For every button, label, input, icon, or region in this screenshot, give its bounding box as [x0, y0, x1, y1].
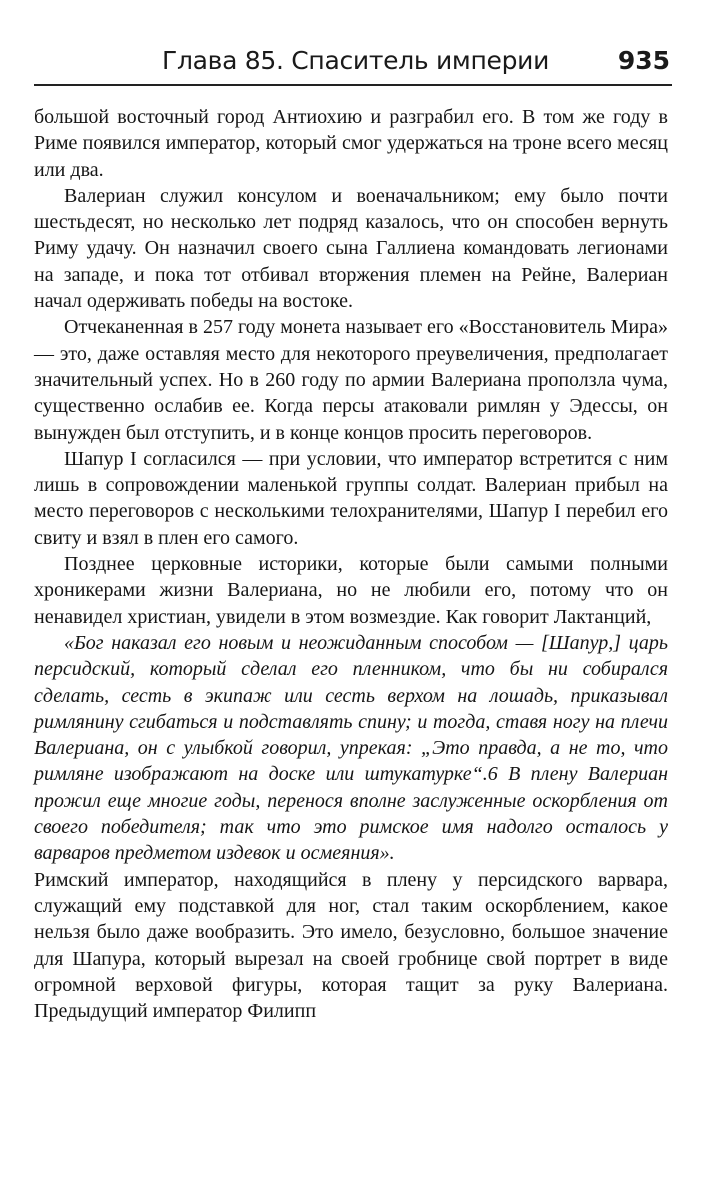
paragraph: Валериан служил консулом и военачальником; ему было почти шестьдесят, но несколько лет подряд казалось, что он способен вернуть Риму удачу. Он назначил своего сына Галлиена командовать легионами на западе, и пока тот отбивал вторжения племен на Рейне, Валериан начал одерживать победы на востоке. [34, 184, 668, 313]
page-number: 935 [617, 46, 670, 75]
page-body [34, 104, 668, 1024]
paragraph: большой восточный город Антиохию и разграбил его. В том же году в Риме появился император, который смог удержаться на троне всего месяц или два. [34, 106, 668, 181]
running-header [34, 44, 672, 86]
paragraph: Позднее церковные историки, которые были самыми полными хроникерами жизни Валериана, но не любили его, потому что он ненавидел христиан, увидели в этом возмездие. Как говорит Лактанций, [34, 553, 668, 628]
chapter-title: Глава 85. Спаситель империи [162, 46, 550, 75]
paragraph: Шапур I согласился — при условии, что император встретится с ним лишь в сопровождении маленькой группы солдат. Валериан прибыл на место переговоров с несколькими телохранителями, Шапур I перебил его свиту и взял в плен его самого. [34, 447, 668, 549]
paragraph: Отчеканенная в 257 году монета называет его «Восстановитель Мира» — это, даже оставляя место для некоторого преувеличения, предполагает значительный успех. Но в 260 году по армии Валериана проползла чума, существенно ослабив ее. Когда персы атаковали римлян у Эдессы, он вынужден был отступить, и в конце концов просить переговоров. [34, 316, 668, 444]
block-quote: «Бог наказал его новым и неожиданным способом — [Шапур,] царь персидский, который сделал его пленником, что бы ни собирался сделать, сесть в экипаж или сесть верхом на лошадь, приказывал римлянину сгибаться и подставлять спину; и тогда, ставя ногу на плечи Валериана, он с улыбкой говорил, упрекая: „Это правда, а не то, что римляне изображают на доске или штукатурке“.6 В плену Валериан прожил еще многие годы, перенося вполне заслуженные оскорбления от своего победителя; так что это римское имя надолго осталось у варваров предметом издевок и осмеяния». [34, 631, 668, 865]
paragraph: Римский император, находящийся в плену у персидского варвара, служащий ему подставкой для ног, стал таким оскорблением, какое нельзя было даже вообразить. Это имело, безусловно, большое значение для Шапура, который вырезал на своей гробнице свой портрет в виде огромной верховой фигуры, которая тащит за руку Валериана. Предыдущий император Филипп [34, 868, 668, 1023]
